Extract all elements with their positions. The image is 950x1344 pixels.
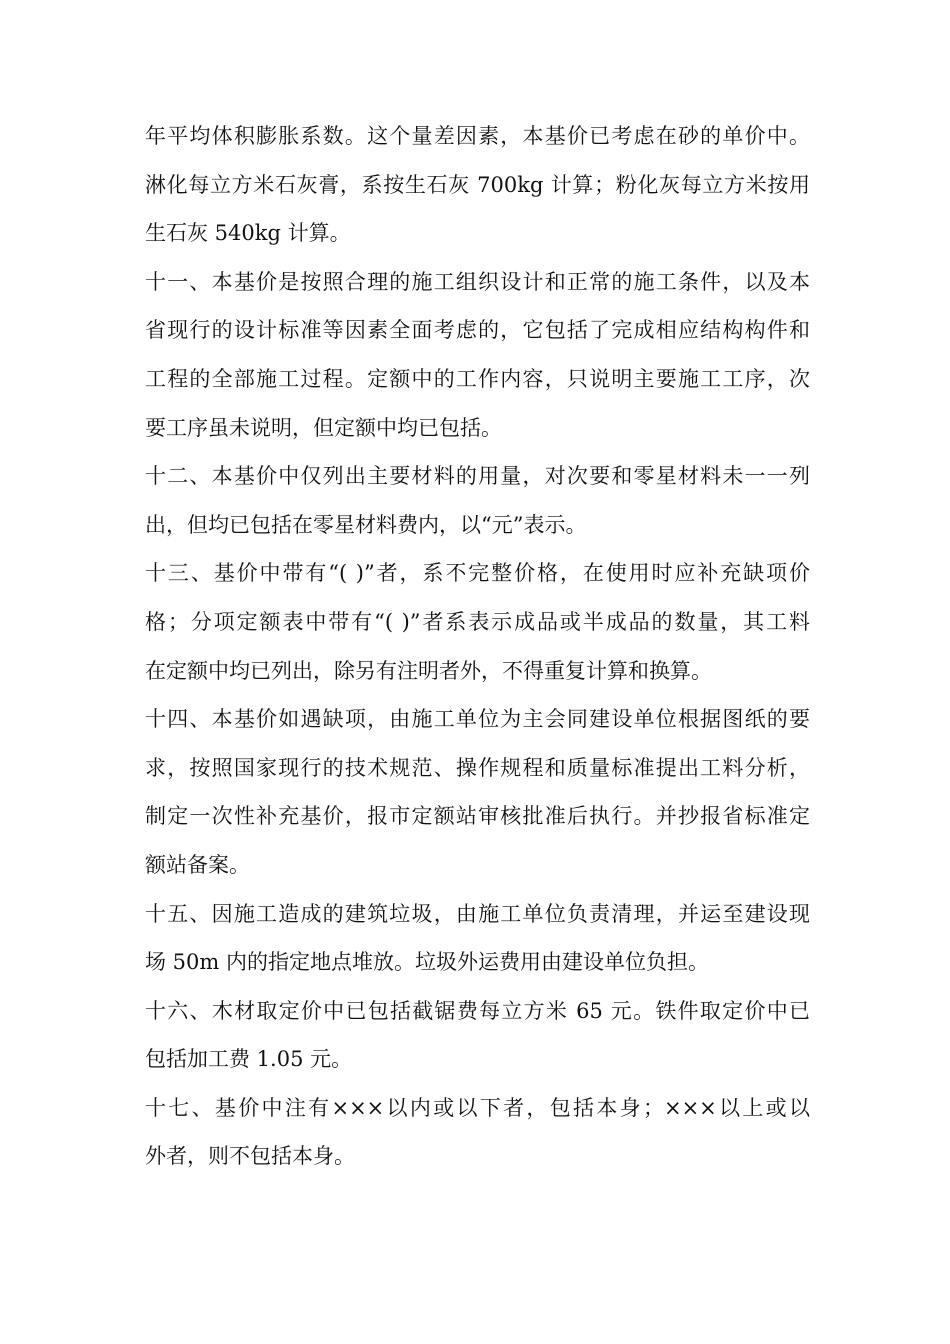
text-line: 要工序虽未说明，但定额中均已包括。 <box>145 415 502 440</box>
body-text <box>145 112 810 1181</box>
text-line: 在定额中均已列出，除另有注明者外，不得重复计算和换算。 <box>145 658 712 683</box>
text-line: 省现行的设计标准等因素全面考虑的，它包括了完成相应结构构件和 <box>145 318 810 343</box>
text-line: 外者，则不包括本身。 <box>145 1144 355 1169</box>
text-line: 生石灰 540kg 计算。 <box>145 221 351 246</box>
text-line: 年平均体积膨胀系数。这个量差因素，本基价已考虑在砂的单价中。 <box>145 124 810 148</box>
text-line: 十三、基价中带有“( )”者，系不完整价格，在使用时应补充缺项价 <box>145 561 810 586</box>
text-line: 工程的全部施工过程。定额中的工作内容，只说明主要施工工序，次 <box>145 366 810 391</box>
text-line: 制定一次性补充基价，报市定额站审核批准后执行。并抄报省标准定 <box>145 804 810 829</box>
text-line: 十六、木材取定价中已包括截锯费每立方米 65 元。铁件取定价中已 <box>145 998 810 1023</box>
text-line: 包括加工费 1.05 元。 <box>145 1047 353 1072</box>
text-line: 额站备案。 <box>145 852 250 877</box>
text-line: 出，但均已包括在零星材料费内，以“元”表示。 <box>145 512 587 537</box>
text-line: 场 50m 内的指定地点堆放。垃圾外运费用由建设单位负担。 <box>145 950 709 975</box>
text-line: 淋化每立方米石灰膏，系按生石灰 700kg 计算；粉化灰每立方米按用 <box>145 172 810 197</box>
text-line: 求，按照国家现行的技术规范、操作规程和质量标准提出工料分析， <box>145 755 810 780</box>
text-line: 格；分项定额表中带有“( )”者系表示成品或半成品的数量，其工料 <box>145 609 810 634</box>
text-line: 十四、本基价如遇缺项，由施工单位为主会同建设单位根据图纸的要 <box>145 707 810 732</box>
text-line: 十一、本基价是按照合理的施工组织设计和正常的施工条件，以及本 <box>145 269 810 294</box>
text-line: 十五、因施工造成的建筑垃圾，由施工单位负责清理，并运至建设现 <box>145 901 810 926</box>
text-line: 十二、本基价中仅列出主要材料的用量，对次要和零星材料未一一列 <box>145 464 810 489</box>
text-line: 十七、基价中注有×××以内或以下者，包括本身；×××以上或以 <box>145 1095 810 1120</box>
